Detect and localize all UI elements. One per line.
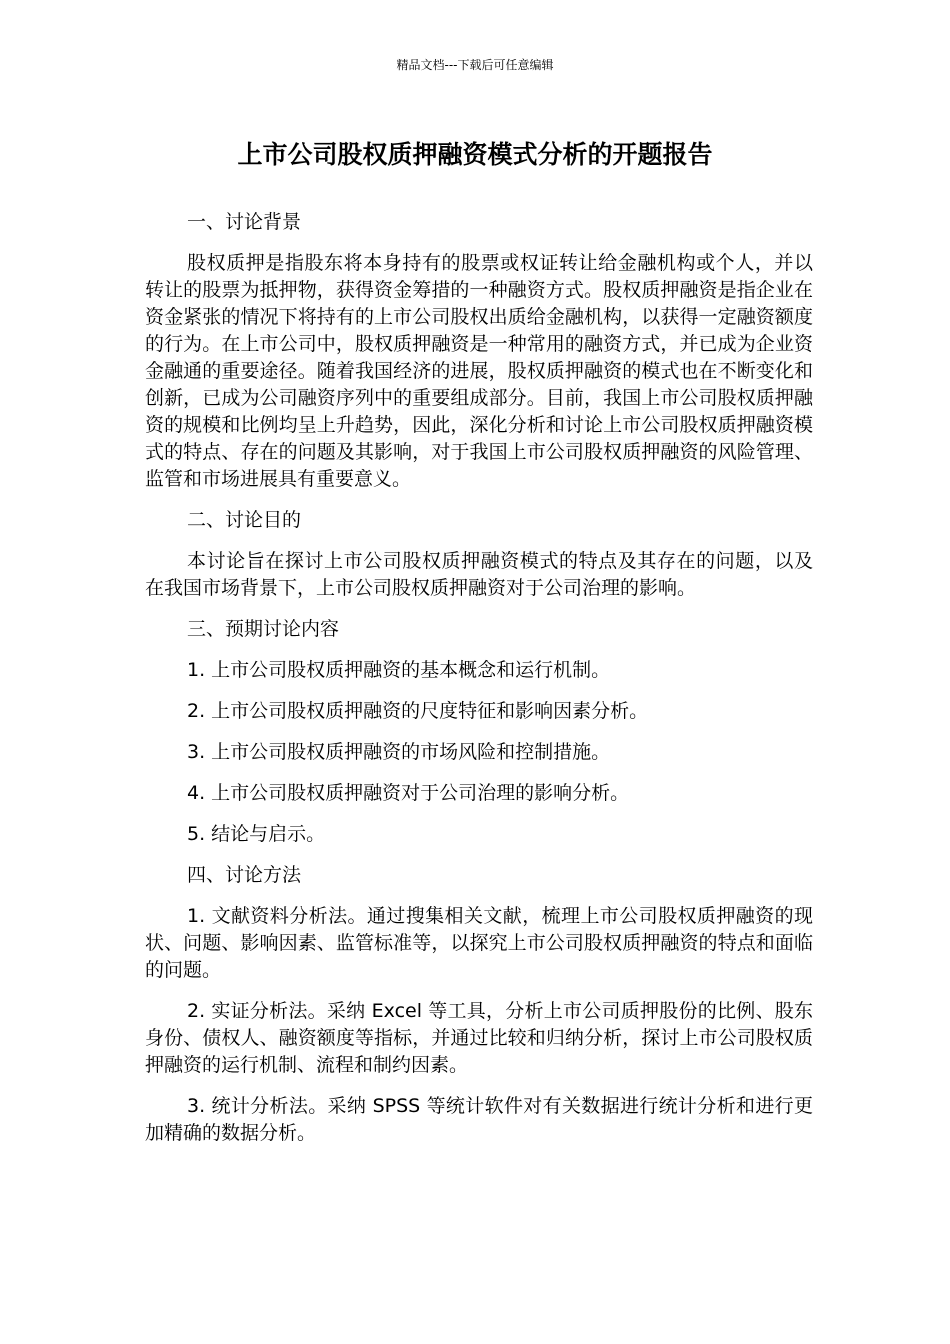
paragraph-purpose: 本讨论旨在探讨上市公司股权质押融资模式的特点及其存在的问题，以及在我国市场背景下，上市公司股权质押融资对于公司治理的影响。 <box>145 550 813 599</box>
list-item-method-2: 2. 实证分析法。采纳 Excel 等工具，分析上市公司质押股份的比例、股东身份、债权人、融资额度等指标，并通过比较和归纳分析，探讨上市公司股权质押融资的运行机制、流程和制约因素。 <box>145 1000 813 1076</box>
paragraph-background: 股权质押是指股东将本身持有的股票或权证转让给金融机构或个人，并以转让的股票为抵押物，获得资金筹措的一种融资方式。股权质押融资是指企业在资金紧张的情况下将持有的上市公司股权出质给金融机构，以获得一定融资额度的行为。在上市公司中，股权质押融资是一种常用的融资方式，并已成为企业资金融通的重要途径。随着我国经济的进展，股权质押融资的模式也在不断变化和创新，已成为公司融资序列中的重要组成部分。目前，我国上市公司股权质押融资的规模和比例均呈上升趋势，因此，深化分析和讨论上市公司股权质押融资模式的特点、存在的问题及其影响，对于我国上市公司股权质押融资的风险管理、监管和市场进展具有重要意义。 <box>145 252 813 490</box>
section-heading-purpose: 二、讨论目的 <box>187 509 302 531</box>
document-title: 上市公司股权质押融资模式分析的开题报告 <box>237 140 713 169</box>
list-item-method-1: 1. 文献资料分析法。通过搜集相关文献，梳理上市公司股权质押融资的现状、问题、影响因素、监管标准等，以探究上市公司股权质押融资的特点和面临的问题。 <box>145 905 813 981</box>
list-item-content-2: 2. 上市公司股权质押融资的尺度特征和影响因素分析。 <box>187 700 649 722</box>
document-body <box>145 209 813 1147</box>
list-item-content-5: 5. 结论与启示。 <box>187 823 326 845</box>
list-item-content-4: 4. 上市公司股权质押融资对于公司治理的影响分析。 <box>187 782 630 804</box>
section-heading-background: 一、讨论背景 <box>187 211 302 233</box>
list-item-content-3: 3. 上市公司股权质押融资的市场风险和控制措施。 <box>187 741 611 763</box>
section-heading-methods: 四、讨论方法 <box>187 864 302 886</box>
list-item-content-1: 1. 上市公司股权质押融资的基本概念和运行机制。 <box>187 659 611 681</box>
page-header: 精品文档---下载后可任意编辑 <box>396 58 554 72</box>
list-item-method-3: 3. 统计分析法。采纳 SPSS 等统计软件对有关数据进行统计分析和进行更加精确的数据分析。 <box>145 1095 813 1144</box>
section-heading-content: 三、预期讨论内容 <box>187 618 340 640</box>
